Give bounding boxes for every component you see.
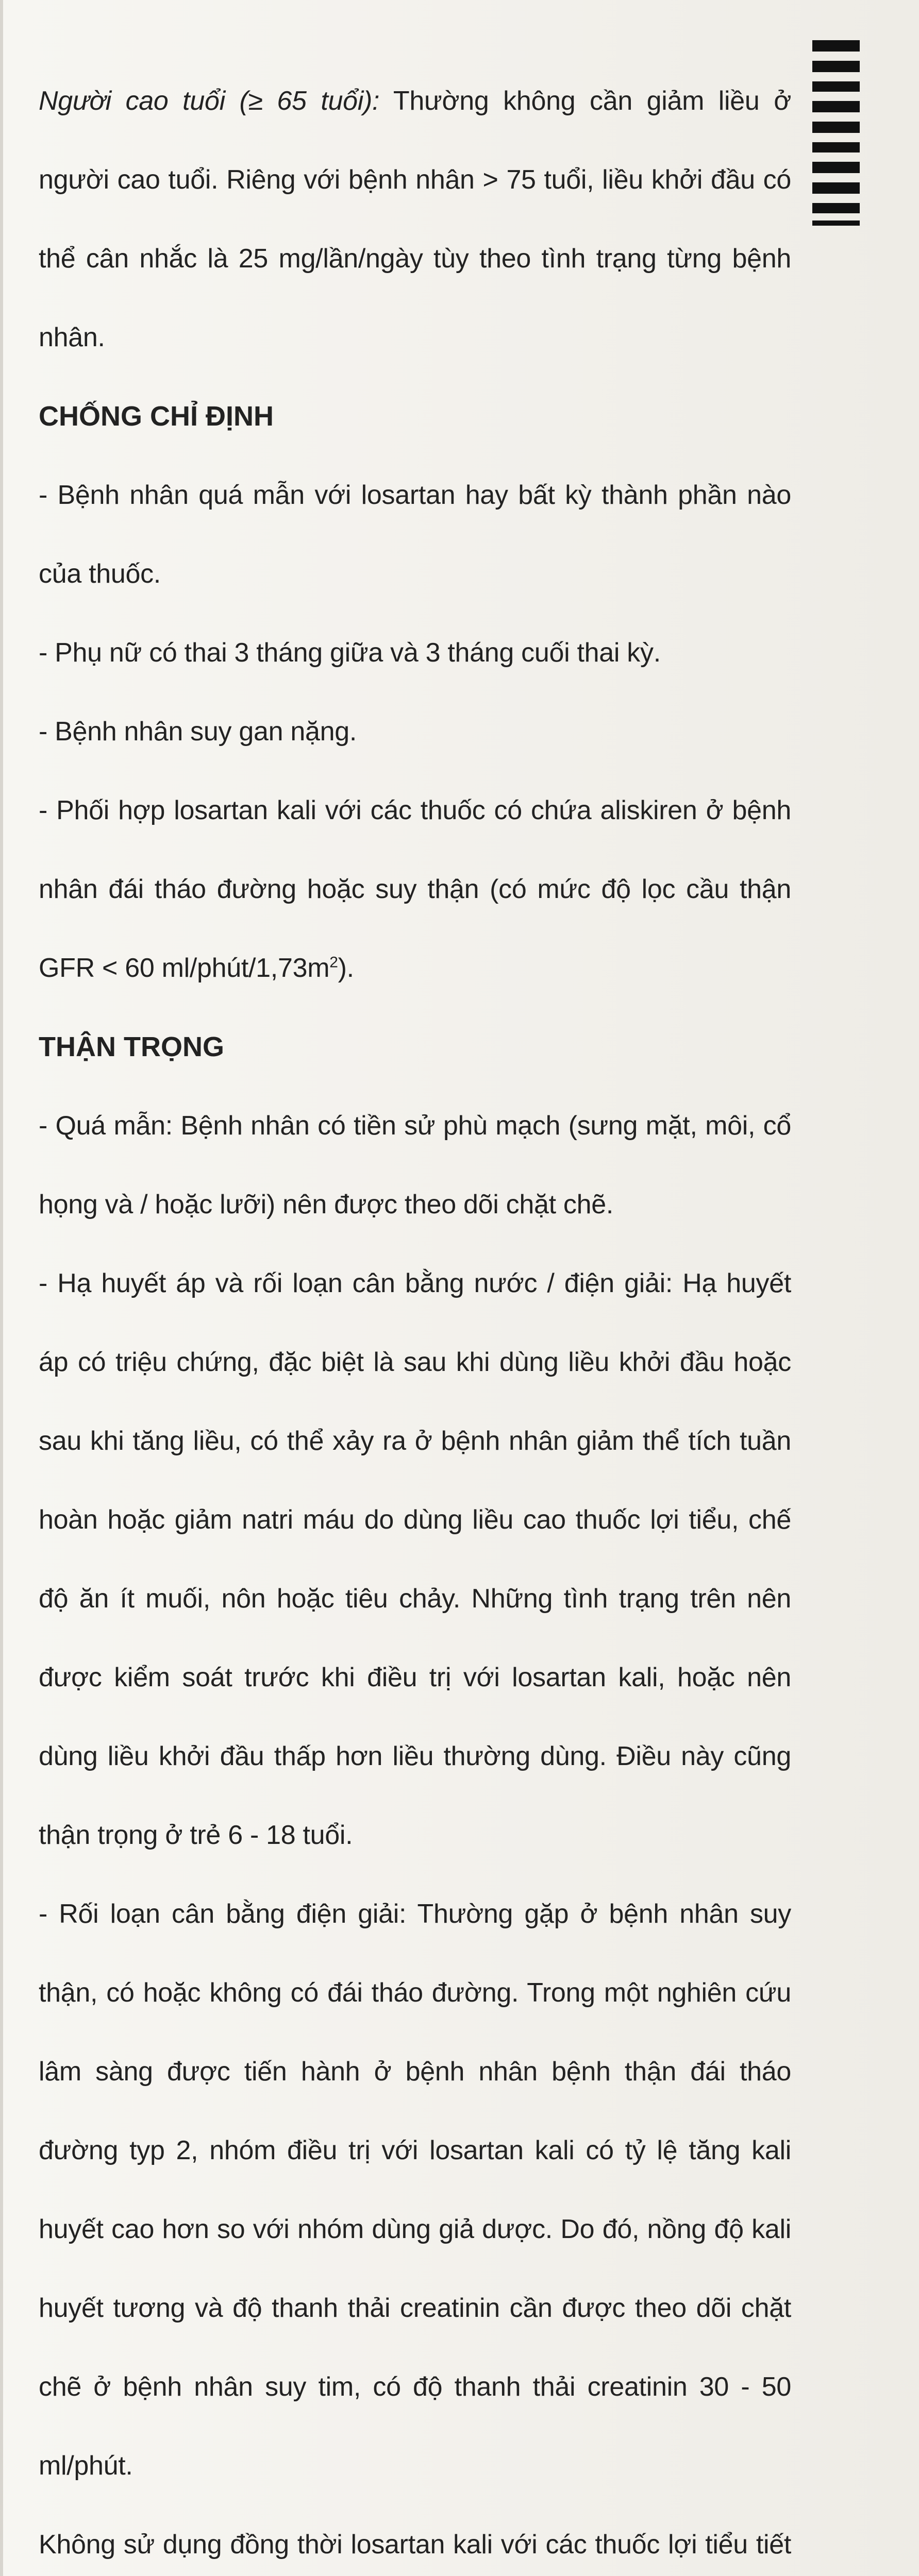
leaflet-text <box>39 62 791 2576</box>
contraindication-item: - Bệnh nhân suy gan nặng. <box>39 717 357 747</box>
elderly-dosage-paragraph <box>39 62 791 377</box>
contraindication-item: - Phụ nữ có thai 3 tháng giữa và 3 tháng cuối thai kỳ. <box>39 638 661 668</box>
contraindication-item: - Bệnh nhân quá mẫn với losartan hay bất kỳ thành phần nào của thuốc. <box>39 480 791 589</box>
precaution-paragraph: - Rối loạn cân bằng điện giải: Thường gặp ở bệnh nhân suy thận, có hoặc không có đái tháo đường. Trong một nghiên cứu lâm sàng được tiến hành ở bệnh nhân bệnh thận đái tháo đường typ 2, nhóm điều trị với losartan kali có tỷ lệ tăng kali huyết cao hơn so với nhóm dùng giả dược. Do đó, nồng độ kali huyết tương và độ thanh thải creatinin cần được theo dõi chặt chẽ ở bệnh nhân suy tim, có độ thanh thải creatinin 30 - 50 ml/phút. <box>39 1899 791 2481</box>
page-edge <box>0 0 3 2576</box>
contraindication-end: ). <box>338 953 354 983</box>
contraindication-text: - Phối hợp losartan kali với các thuốc có chứa aliskiren ở bệnh nhân đái tháo đường hoặc suy thận (có mức độ lọc cầu thận GFR < 60 ml/phút/1,73m <box>39 795 791 983</box>
elderly-text: Thường không cần giảm liều ở người cao tuổi. Riêng với bệnh nhân > 75 tuổi, liều khởi đầu có thể cân nhắc là 25 mg/lần/ngày tùy theo tình trạng từng bệnh nhân. <box>39 86 791 352</box>
precautions-heading: THẬN TRỌNG <box>39 1031 224 1062</box>
precaution-paragraph: - Quá mẫn: Bệnh nhân có tiền sử phù mạch (sưng mặt, môi, cổ họng và / hoặc lưỡi) nên được theo dõi chặt chẽ. <box>39 1111 791 1219</box>
barcode-marks <box>812 40 860 226</box>
precaution-paragraph: - Hạ huyết áp và rối loạn cân bằng nước / điện giải: Hạ huyết áp có triệu chứng, đặc biệt là sau khi dùng liều khởi đầu hoặc sau khi tăng liều, có thể xảy ra ở bệnh nhân giảm thể tích tuần hoàn hoặc giảm natri máu do dùng liều cao thuốc lợi tiểu, chế độ ăn ít muối, nôn hoặc tiêu chảy. Những tình trạng trên nên được kiểm soát trước khi điều trị với losartan kali, hoặc nên dùng liều khởi đầu thấp hơn liều thường dùng. Điều này cũng thận trọng ở trẻ 6 - 18 tuổi. <box>39 1268 791 1850</box>
elderly-label: Người cao tuổi (≥ 65 tuổi): <box>39 86 380 116</box>
contraindications-heading: CHỐNG CHỈ ĐỊNH <box>39 401 274 432</box>
precaution-paragraph: Không sử dụng đồng thời losartan kali với các thuốc lợi tiểu tiết <box>39 2530 791 2560</box>
superscript: 2 <box>329 954 338 971</box>
contraindication-item-aliskiren <box>39 771 791 1008</box>
